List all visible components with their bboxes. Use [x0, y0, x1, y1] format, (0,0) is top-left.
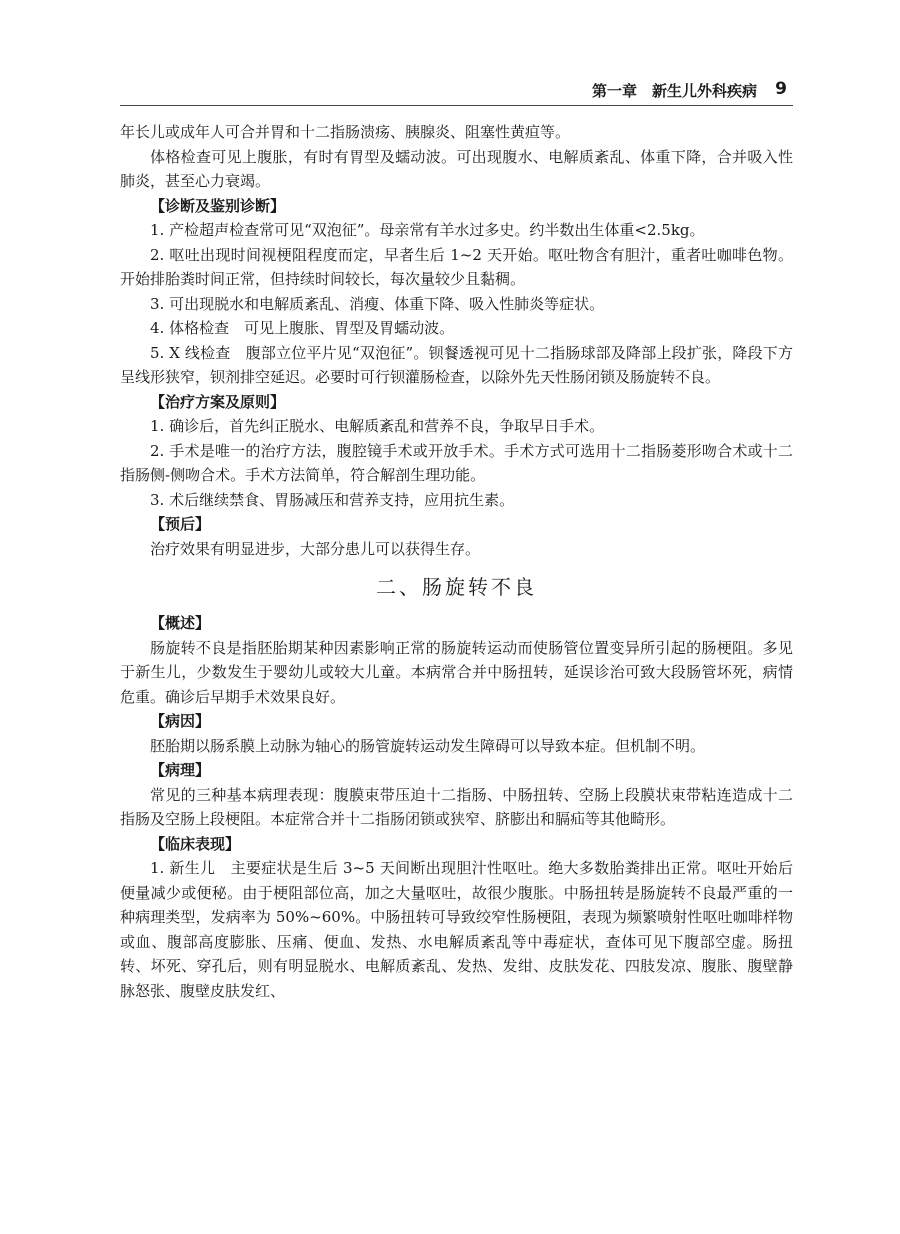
section-heading: 【治疗方案及原则】 — [150, 392, 286, 411]
section-heading: 【概述】 — [150, 614, 211, 632]
paragraph: 体格检查可见上腹胀，有时有胃型及蠕动波。可出现腹水、电解质紊乱、体重下降，合并吸入性肺炎，甚至心力衰竭。 — [120, 147, 793, 190]
paragraph: 1. 确诊后，首先纠正脱水、电解质紊乱和营养不良，争取早日手术。 — [150, 417, 605, 435]
running-header — [120, 80, 793, 106]
paragraph: 3. 术后继续禁食、胃肠减压和营养支持，应用抗生素。 — [150, 490, 515, 509]
page-number: 9 — [775, 79, 787, 99]
header-rule — [120, 105, 793, 106]
paragraph: 2. 手术是唯一的治疗方法，腹腔镜手术或开放手术。手术方式可选用十二指肠菱形吻合术或十二指肠侧-侧吻合术。手术方法简单，符合解剖生理功能。 — [120, 441, 793, 484]
paragraph: 胚胎期以肠系膜上动脉为轴心的肠管旋转运动发生障碍可以导致本症。但机制不明。 — [150, 736, 706, 755]
paragraph: 年长儿或成年人可合并胃和十二指肠溃疡、胰腺炎、阻塞性黄疸等。 — [120, 123, 571, 141]
chapter-title: 第一章 新生儿外科疾病 — [591, 82, 757, 100]
section-heading: 【诊断及鉴别诊断】 — [150, 196, 286, 215]
paragraph: 4. 体格检查 可见上腹胀、胃型及胃蠕动波。 — [150, 319, 455, 337]
paragraph: 2. 呕吐出现时间视梗阻程度而定，早者生后 1~2 天开始。呕吐物含有胆汁，重者吐咖啡色物。开始排胎粪时间正常，但持续时间较长，每次量较少且黏稠。 — [120, 245, 793, 288]
paragraph: 5. X 线检查 腹部立位平片见“双泡征”。钡餐透视可见十二指肠球部及降部上段扩张，降段下方呈线形狭窄，钡剂排空延迟。必要时可行钡灌肠检查，以除外先天性肠闭锁及肠旋转不良。 — [120, 343, 793, 386]
section-heading: 【病理】 — [150, 761, 211, 779]
section-heading: 【预后】 — [150, 515, 211, 533]
body-text — [120, 120, 793, 1003]
section-title: 二、肠旋转不良 — [376, 575, 537, 599]
paragraph: 1. 新生儿 主要症状是生后 3~5 天间断出现胆汁性呕吐。绝大多数胎粪排出正常。呕吐开始后便量减少或便秘。由于梗阻部位高，加之大量呕吐，故很少腹胀。中肠扭转是肠旋转不良最严重的一种病理类型，发病率为 50%~60%。中肠扭转可导致绞窄性肠梗阻，表现为频繁喷射性呕吐咖啡样物或血、腹部高度膨胀、压痛、便血、发热、水电解质紊乱等中毒症状，查体可见下腹部空虚。肠扭转、坏死、穿孔后，则有明显脱水、电解质紊乱、发热、发绀、皮肤发花、四肢发凉、腹胀、腹壁静脉怒张、腹壁皮肤发红、 — [120, 859, 793, 1000]
section-heading: 【病因】 — [150, 712, 211, 730]
paragraph: 治疗效果有明显进步，大部分患儿可以获得生存。 — [150, 539, 481, 558]
paragraph: 肠旋转不良是指胚胎期某种因素影响正常的肠旋转运动而使肠管位置变异所引起的肠梗阻。多见于新生儿，少数发生于婴幼儿或较大儿童。本病常合并中肠扭转，延误诊治可致大段肠管坏死，病情危重。确诊后早期手术效果良好。 — [120, 638, 793, 706]
section-heading: 【临床表现】 — [150, 834, 241, 853]
paragraph: 常见的三种基本病理表现：腹膜束带压迫十二指肠、中肠扭转、空肠上段膜状束带粘连造成十二指肠及空肠上段梗阻。本症常合并十二指肠闭锁或狭窄、脐膨出和膈疝等其他畸形。 — [120, 785, 793, 828]
paragraph: 3. 可出现脱水和电解质紊乱、消瘦、体重下降、吸入性肺炎等症状。 — [150, 294, 605, 313]
paragraph: 1. 产检超声检查常可见“双泡征”。母亲常有羊水过多史。约半数出生体重<2.5kg。 — [150, 221, 705, 239]
